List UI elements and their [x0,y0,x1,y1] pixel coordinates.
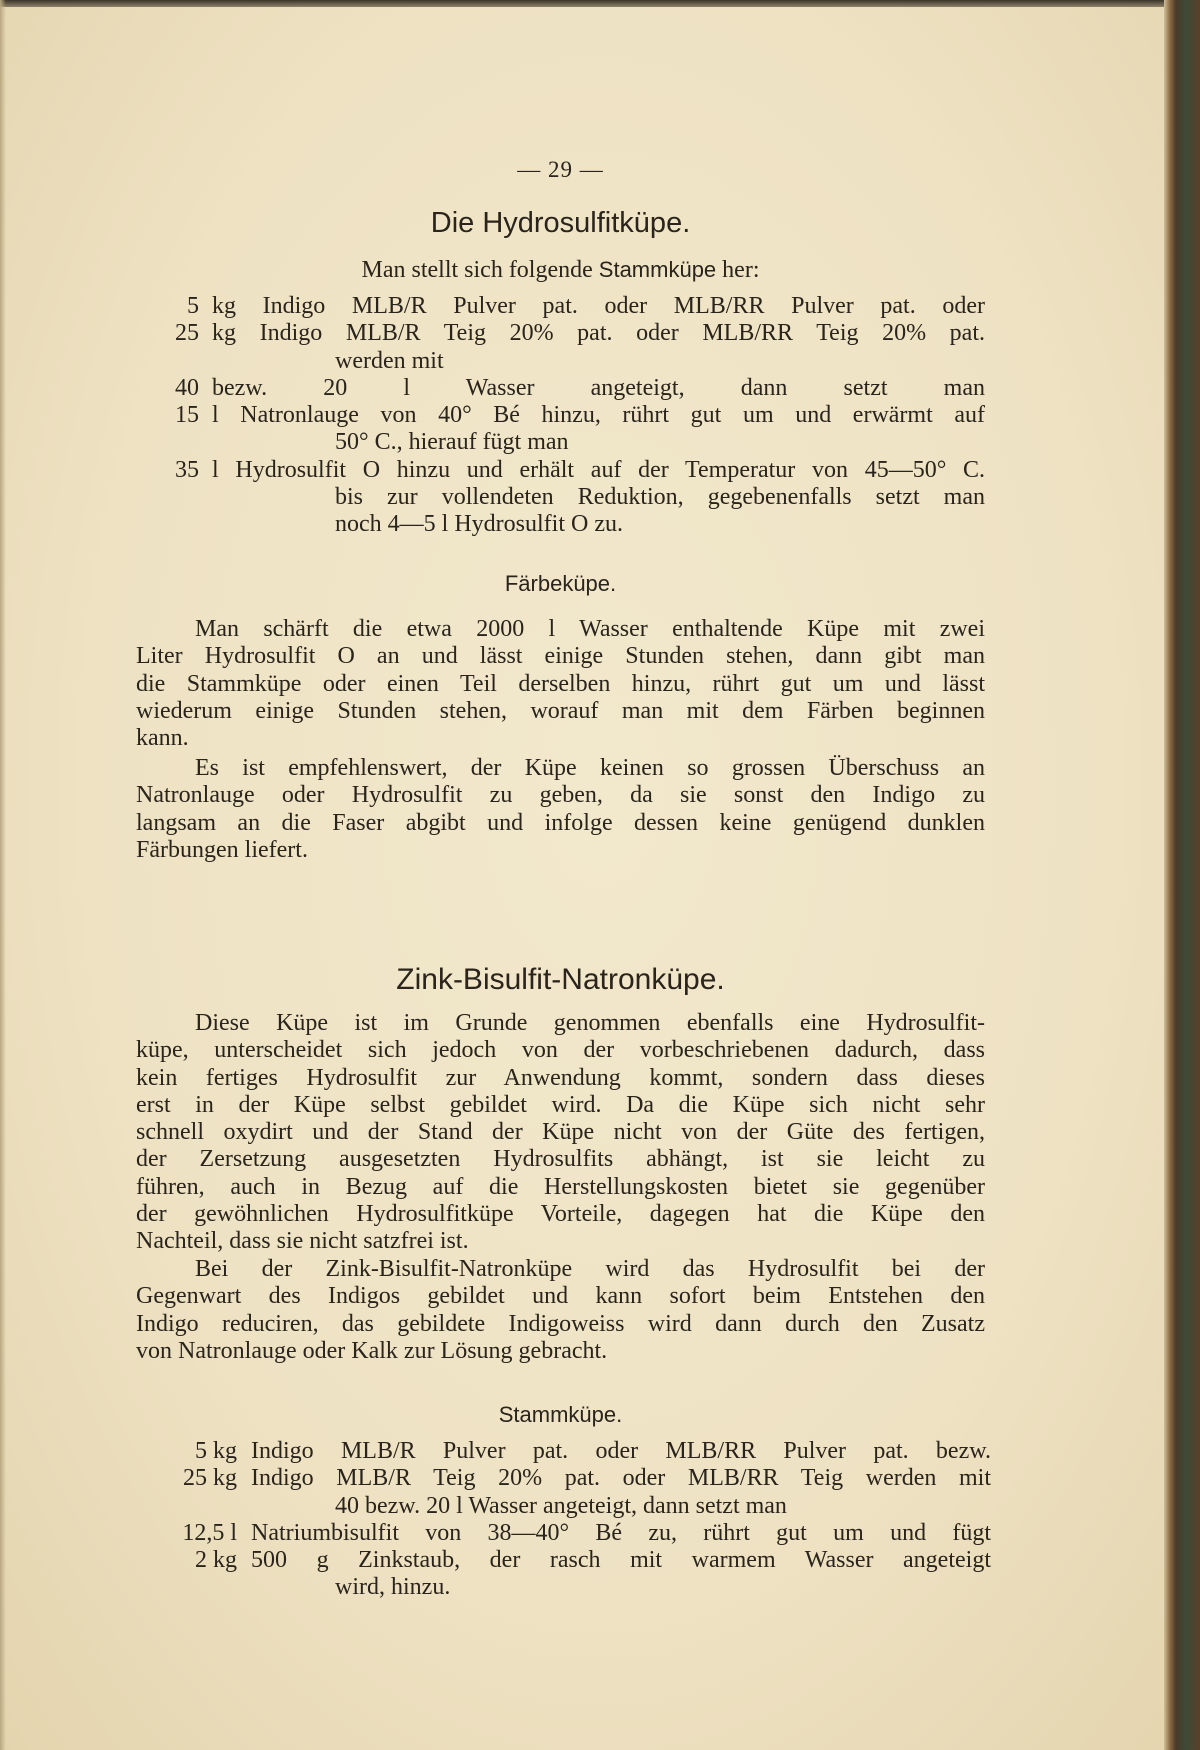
recipe-item [136,402,985,457]
paragraph-line: schnell oxydirt und der Stand der Küpe nicht von der Güte des fertigen, [136,1119,985,1146]
recipe-item [136,375,985,402]
paragraph-line: kein fertiges Hydrosulfit zur Anwendung kommt, sondern dass dieses [136,1064,985,1091]
recipe-item [136,1438,991,1465]
page-left-edge [0,0,6,1750]
paragraph-line: Diese Küpe ist im Grunde genommen ebenfalls eine Hydrosulfit- [195,1010,985,1036]
recipe-item [136,457,985,539]
recipe-item [136,1547,991,1602]
recipe-line: Indigo MLB/R Pulver pat. oder MLB/RR Pulver pat. bezw. [251,1438,991,1464]
recipe-line: kg Indigo MLB/R Teig 20% pat. oder MLB/RR Teig 20% pat. [212,320,985,347]
paragraph [136,1010,985,1256]
recipe-line: werden mit [335,347,444,374]
recipe-quantity: 25 kg [183,1465,237,1492]
recipe-line: l Hydrosulfit O hinzu und erhält auf der Temperatur von 45—50° C. [212,456,985,483]
recipe-line: l Natronlauge von 40° Bé hinzu, rührt gut um und erwärmt auf [212,402,985,429]
paragraph-line: der Zersetzung ausgesetzten Hydrosulfits abhängt, ist sie leicht zu [136,1146,985,1173]
paragraph-line: von Natronlauge oder Kalk zur Lösung gebracht. [136,1337,608,1364]
section-title-faerbekuepe: Färbeküpe. [504,571,617,596]
paragraph-line: Natronlauge oder Hydrosulfit zu geben, da sie sonst den Indigo zu [136,782,985,809]
recipe-line: bezw. 20 l Wasser angeteigt, dann setzt man [212,374,985,401]
recipe-quantity: 2 kg [195,1547,237,1574]
recipe-quantity: 25 [175,320,199,347]
recipe-line: 40 bezw. 20 l Wasser angeteigt, dann setzt man [335,1492,787,1519]
recipe-item [136,1520,991,1547]
book-spine-edge [1164,0,1200,1750]
paragraph-line: der gewöhnlichen Hydrosulfitküpe Vorteile, dagegen hat die Küpe den [136,1201,985,1228]
intro-word: Stammküpe [598,257,717,282]
recipe-line: 50° C., hierauf fügt man [335,429,569,456]
paragraph-line: erst in der Küpe selbst gebildet wird. Da die Küpe sich nicht sehr [136,1091,985,1118]
recipe-item [136,1465,991,1520]
intro-post: her: [722,257,760,283]
recipe-line: kg Indigo MLB/R Pulver pat. oder MLB/RR Pulver pat. oder [212,293,985,319]
paragraph-line: die Stammküpe oder einen Teil derselben hinzu, rührt gut um und lässt [136,670,985,697]
paragraph-line: wiederum einige Stunden stehen, worauf man mit dem Färben beginnen [136,697,985,724]
section-title-zink-bisulfit-natronkuepe: Zink-Bisulfit-Natronküpe. [396,963,725,996]
recipe-quantity: 15 [175,402,199,429]
recipe-quantity: 12,5 l [182,1519,237,1546]
section-title-stammkuepe: Stammküpe. [498,1402,623,1427]
recipe-line: Natriumbisulfit von 38—40° Bé zu, rührt gut um und fügt [251,1519,991,1546]
recipe-line: wird, hinzu. [335,1574,451,1601]
recipe-line: bis zur vollendeten Reduktion, gegebenenfalls setzt man [335,484,985,511]
paragraph [136,1256,985,1365]
intro-line [136,256,985,284]
recipe-quantity: 5 kg [195,1438,237,1464]
paragraph-line: Indigo reduciren, das gebildete Indigoweiss wird dann durch den Zusatz [136,1310,985,1337]
recipe-quantity: 40 [175,374,199,401]
paragraph-line: küpe, unterscheidet sich jedoch von der vorbeschriebenen dadurch, dass [136,1037,985,1064]
paragraph-line: Gegenwart des Indigos gebildet und kann sofort beim Entstehen den [136,1283,985,1310]
recipe-list-2 [136,1438,991,1602]
page-number: — 29 — [517,157,604,182]
paragraph-line: Färbungen liefert. [136,836,308,863]
section-title-hydrosulfitkuepe: Die Hydrosulfitküpe. [430,207,691,239]
paragraph-line: führen, auch in Bezug auf die Herstellungskosten bietet sie gegenüber [136,1173,985,1200]
paragraph [136,755,985,864]
page-top-edge [0,0,1200,7]
intro-pre: Man stellt sich folgende [361,257,593,283]
paragraph-line: kann. [136,725,189,752]
recipe-line: 500 g Zinkstaub, der rasch mit warmem Wasser angeteigt [251,1547,991,1574]
recipe-item [136,293,985,320]
recipe-item [136,320,985,375]
paragraph-line: Nachteil, dass sie nicht satzfrei ist. [136,1228,469,1255]
recipe-line: Indigo MLB/R Teig 20% pat. oder MLB/RR Teig werden mit [251,1465,991,1492]
paragraph-line: Es ist empfehlenswert, der Küpe keinen so grossen Überschuss an [195,755,985,781]
recipe-list-1 [136,293,985,539]
paragraph-line: Bei der Zink-Bisulfit-Natronküpe wird das Hydrosulfit bei der [195,1256,985,1282]
recipe-line: noch 4—5 l Hydrosulfit O zu. [335,511,623,538]
recipe-quantity: 5 [187,293,199,319]
paragraph [136,616,985,752]
paragraph-line: langsam an die Faser abgibt und infolge dessen keine genügend dunklen [136,809,985,836]
paragraph-line: Man schärft die etwa 2000 l Wasser enthaltende Küpe mit zwei [195,616,985,642]
paragraph-line: Liter Hydrosulfit O an und lässt einige Stunden stehen, dann gibt man [136,643,985,670]
recipe-quantity: 35 [175,456,199,483]
